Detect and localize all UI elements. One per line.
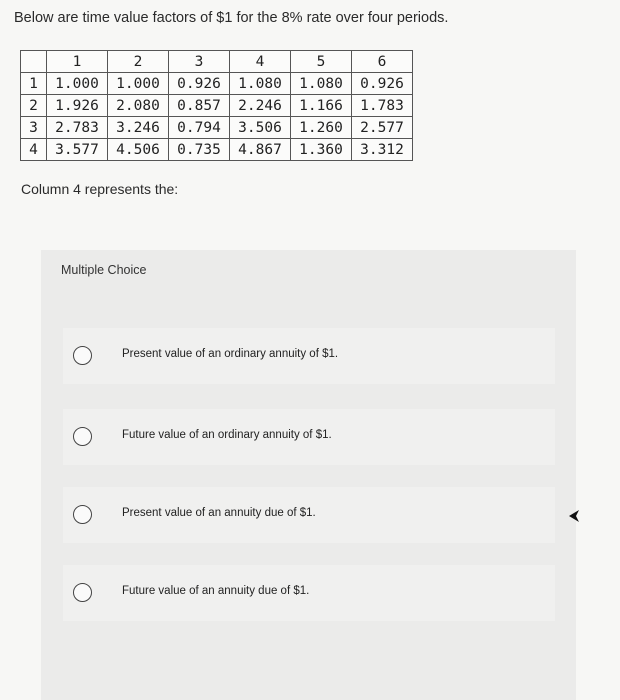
table-cell: 1.926 [47, 95, 108, 117]
time-value-factors-table [20, 50, 413, 161]
radio-circle-icon[interactable] [73, 505, 92, 524]
period-label: 3 [21, 117, 47, 139]
answer-option-4[interactable] [63, 565, 555, 621]
table-cell: 1.260 [291, 117, 352, 139]
table-cell: 0.926 [352, 73, 413, 95]
table-cell: 1.080 [230, 73, 291, 95]
multiple-choice-label: Multiple Choice [61, 263, 147, 277]
table-row [21, 95, 413, 117]
table-row [21, 73, 413, 95]
answer-option-label: Future value of an annuity due of $1. [122, 585, 310, 597]
table-corner-cell [21, 51, 47, 73]
table-cell: 3.577 [47, 139, 108, 161]
table-cell: 2.783 [47, 117, 108, 139]
table-cell: 4.506 [108, 139, 169, 161]
table-cell: 0.794 [169, 117, 230, 139]
table-cell: 1.360 [291, 139, 352, 161]
answer-option-2[interactable] [63, 409, 555, 465]
table-cell: 0.735 [169, 139, 230, 161]
mouse-pointer-icon [568, 509, 580, 523]
table-cell: 1.783 [352, 95, 413, 117]
column-header-4: 4 [230, 51, 291, 73]
period-label: 2 [21, 95, 47, 117]
multiple-choice-panel [41, 250, 576, 700]
column-header-3: 3 [169, 51, 230, 73]
period-label: 1 [21, 73, 47, 95]
answer-option-label: Present value of an annuity due of $1. [122, 507, 316, 519]
table-cell: 2.577 [352, 117, 413, 139]
radio-circle-icon[interactable] [73, 427, 92, 446]
question-intro: Below are time value factors of $1 for the 8% rate over four periods. [14, 10, 449, 26]
table-cell: 1.000 [108, 73, 169, 95]
table-cell: 1.166 [291, 95, 352, 117]
answer-option-3[interactable] [63, 487, 555, 543]
column-header-2: 2 [108, 51, 169, 73]
table-cell: 0.926 [169, 73, 230, 95]
answer-option-1[interactable] [63, 328, 555, 384]
table-cell: 3.506 [230, 117, 291, 139]
table-cell: 2.246 [230, 95, 291, 117]
period-label: 4 [21, 139, 47, 161]
table-cell: 1.080 [291, 73, 352, 95]
table-cell: 4.867 [230, 139, 291, 161]
table-row [21, 117, 413, 139]
table-row [21, 139, 413, 161]
answer-option-label: Present value of an ordinary annuity of $1. [122, 348, 339, 360]
column-header-5: 5 [291, 51, 352, 73]
radio-circle-icon[interactable] [73, 346, 92, 365]
radio-circle-icon[interactable] [73, 583, 92, 602]
table-cell: 2.080 [108, 95, 169, 117]
column-header-1: 1 [47, 51, 108, 73]
question-prompt: Column 4 represents the: [21, 181, 179, 197]
table-cell: 3.312 [352, 139, 413, 161]
column-header-6: 6 [352, 51, 413, 73]
table-cell: 3.246 [108, 117, 169, 139]
answer-option-label: Future value of an ordinary annuity of $1. [122, 429, 332, 441]
table-cell: 0.857 [169, 95, 230, 117]
table-cell: 1.000 [47, 73, 108, 95]
table-header-row [21, 51, 413, 73]
